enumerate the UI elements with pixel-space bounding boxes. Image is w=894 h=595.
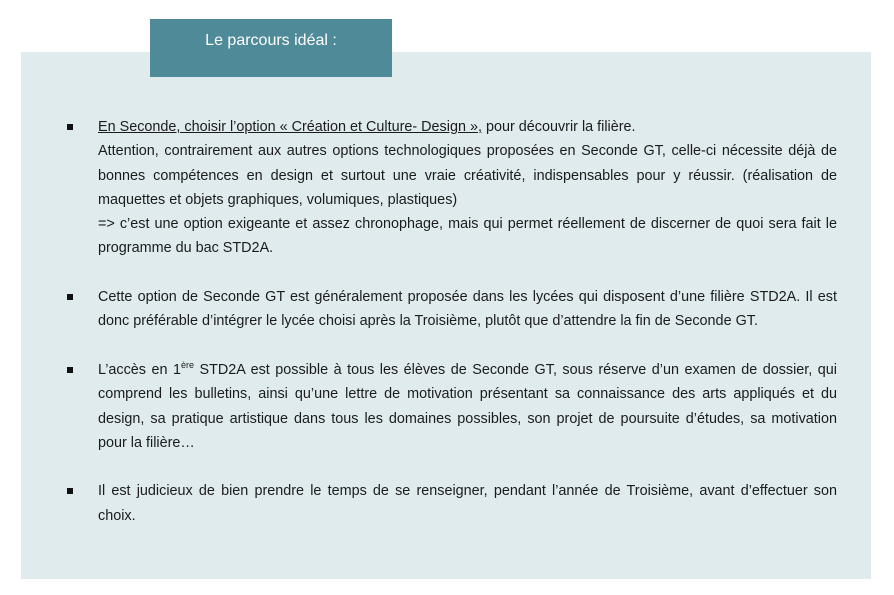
square-bullet-icon (67, 488, 73, 494)
bullet-item-seconde-option (62, 115, 837, 261)
square-bullet-icon (67, 124, 73, 130)
section-title: Le parcours idéal : (150, 19, 392, 77)
square-bullet-icon (67, 367, 73, 373)
bullet-list (62, 115, 837, 528)
third-item-superscript: ère (181, 359, 195, 370)
third-item-text: STD2A est possible à tous les élèves de Seconde GT, sous réserve d’un examen de dossier, qui comprend les bulletins, ainsi qu’une lettre de motivation présentant sa connaissance des arts appliqués et du design, sa pratique artistique dans tous les domaines possibles, son projet de poursuite d’études, sa motivation pour la filière… (98, 361, 837, 451)
third-item-prefix: L’accès en 1 (98, 361, 181, 378)
first-item-heading (98, 115, 837, 139)
second-item-text: Cette option de Seconde GT est généralement proposée dans les lycées qui disposent d’une filière STD2A. Il est donc préférable d’intégrer le lycée choisi après la Troisième, plutôt que d’attendre la fin de Seconde GT. (98, 289, 837, 330)
first-item-note: => c’est une option exigeante et assez chronophage, mais qui permet réellement de discerner de quoi sera fait le programme du bac STD2A. (98, 216, 837, 257)
design-option-link-text: En Seconde, choisir l’option « Création et Culture- Design », (98, 119, 482, 135)
bullet-item-advice (62, 479, 837, 528)
bullet-item-lycee-choice (62, 285, 837, 334)
square-bullet-icon (67, 294, 73, 300)
first-item-paragraph: Attention, contrairement aux autres options technologiques proposées en Seconde GT, celle-ci nécessite déjà de bonnes compétences en design et surtout une vraie créativité, indispensables pour y réussir. (réalisation de maquettes et objets graphiques, volumiques, plastiques) (98, 143, 837, 208)
fourth-item-text: Il est judicieux de bien prendre le temps de se renseigner, pendant l’année de Troisième, avant d’effectuer son choix. (98, 483, 837, 524)
first-item-heading-continuation: pour découvrir la filière. (481, 119, 636, 135)
bullet-item-std2a-access (62, 358, 837, 455)
